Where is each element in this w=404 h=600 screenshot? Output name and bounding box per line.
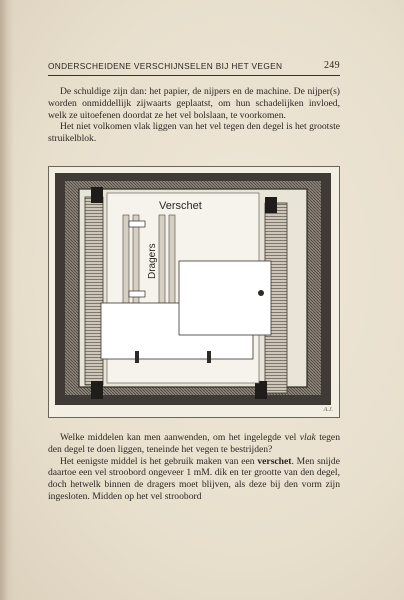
paragraph-4: Het eenigste middel is het gebruik maken van een verschet. Men snijde daartoe een vel stroobord ongeveer 1 mM. dik en ter grootte van den degel, doch hetwelk binnen de dragers moet blijven, als deze bij den vorm zijn ingesloten. Midden op het vel stroobord <box>48 455 340 502</box>
post-br <box>255 381 267 399</box>
emphasis-vlak: vlak <box>299 432 316 443</box>
label-verschet: Verschet <box>159 200 202 212</box>
header-rule <box>48 75 340 76</box>
header-title: ONDERSCHEIDENE VERSCHIJNSELEN BIJ HET VEGEN <box>48 61 283 71</box>
figure-credit: A.J. <box>323 407 333 413</box>
platen-drawing <box>49 167 339 417</box>
post-bl <box>91 381 103 399</box>
page-gutter <box>0 0 14 600</box>
running-header <box>48 61 340 73</box>
paragraph-block-bottom <box>48 432 340 503</box>
left-rail <box>85 197 103 385</box>
bold-verschet: verschet <box>257 455 292 467</box>
post-tl <box>91 187 103 203</box>
paragraph-3: Welke middelen kan men aanwenden, om het ingelegde vel vlak tegen den degel te doen liggen, teneinde het vegen te bestrijden? <box>48 432 340 455</box>
form-block <box>179 261 271 335</box>
paragraph-2: Het niet volkomen vlak liggen van het vel tegen den degel is het grootste struikelblok. <box>48 121 341 145</box>
paragraph-1: De schuldige zijn dan: het papier, de nijpers en de machine. De nijper(s) worden onmiddellijk zijwaarts geplaatst, om hun schadelijken invloed, welk ze uitoefenen doordat ze het vel bolslaan, te voorkomen. <box>48 86 340 121</box>
page-number: 249 <box>323 60 340 71</box>
post-tr <box>265 197 277 213</box>
press-illustration <box>48 166 340 418</box>
paragraph-block-top <box>48 86 340 145</box>
label-dragers: Dragers <box>147 243 158 279</box>
